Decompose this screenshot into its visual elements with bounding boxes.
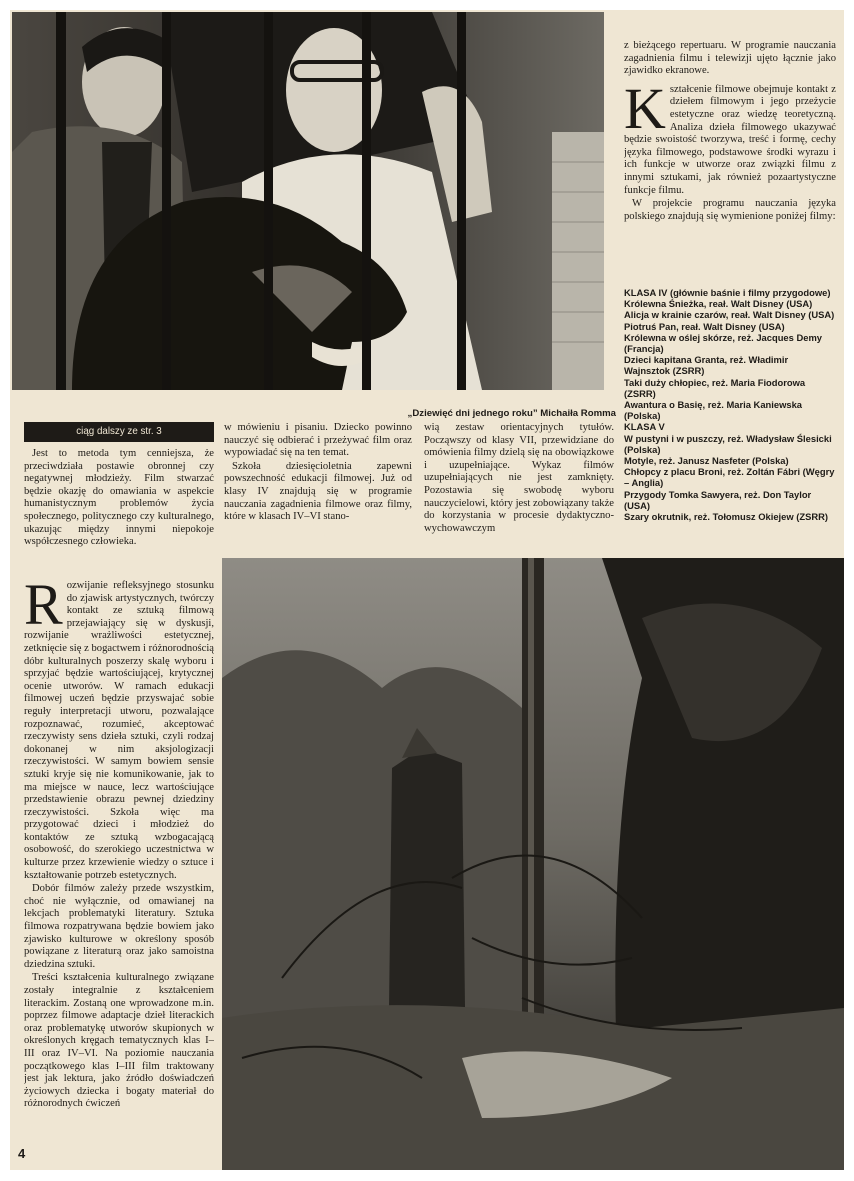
paragraph: Dobór filmów zależy przede wszystkim, choć nie wyłącznie, od omawianej na lekcjach problematyki literatury. Sztuka filmowa rozpatrywana będzie bowiem jako zjawisko kulturowe w określony sposób powiązane z literaturą oraz jako samoistna dziedzina sztuki. (24, 883, 214, 970)
film-list-item: KLASA V (624, 421, 665, 433)
article-column-left (24, 580, 214, 1160)
film-list-item: Awantura o Basię, reż. Maria Kaniewska (Polska) (624, 399, 803, 422)
photo-caption: „Dziewięć dni jednego roku” Michaiła Romma (407, 408, 616, 419)
film-still-photo-top (12, 12, 604, 390)
article-column-mid-2 (424, 422, 614, 562)
film-list (624, 287, 836, 522)
page-number: 4 (18, 1146, 26, 1161)
paragraph: W projekcie programu nauczania języka polskiego znajdują się wymienione poniżej filmy: (624, 198, 836, 222)
paragraph: wią zestaw orientacyjnych tytułów. Począwszy od klasy VII, przewidziane do omówienia filmy dzielą się na obowiązkowe i uzupełniające. Wykaz filmów uzupełniających nie jest zamknięty. Pozostawia się swobodę wyboru nauczycielowi, który jest zobowiązany także do korzystania w procesie dydaktyczno-wychowawczym (424, 422, 614, 534)
article-column-right (624, 40, 836, 286)
film-list-item: Szary okrutnik, reż. Tołomusz Okiejew (ZSRR) (624, 511, 829, 523)
film-list-item: Taki duży chłopiec, reż. Maria Fiodorowa (ZSRR) (624, 376, 806, 399)
film-still-image (12, 12, 604, 390)
article-column-mid (224, 422, 412, 562)
paragraph-dropcap: Kształcenie filmowe obejmuje kontakt z dziełem filmowym i jego przeżycie estetyczne oraz wiedzę teoretyczną. Analiza dzieła filmowego ukazywać będzie swoistość tworzywa, treść i formę, cechy języka filmowego, podstawowe środki wyrazu i ich funkcje w utworze oraz związki filmu z innymi sztukami, jak również pozaartystyczne funkcje filmu. (624, 75, 836, 196)
continued-from-banner: ciąg dalszy ze str. 3 (24, 422, 214, 442)
film-list-item: Królewna w oślej skórze, reż. Jacques Demy (Francja) (624, 331, 823, 355)
magazine-page (10, 10, 844, 1170)
paragraph: Treści kształcenia kulturalnego związane zostały integralnie z kształceniem literackim. Zostaną one wprowadzone m.in. poprzez filmowe adaptacje dzieł literackich oraz problematykę utworów skupionych w określonych kręgach tematycznych klas I–III oraz IV–VI. Na poziomie nauczania początkowego klas I–III film traktowany jest jak lektura, jako źródło doświadczeń życiowych dziecka i bogaty materiał do różnorodnych ćwiczeń (24, 972, 214, 1110)
drop-cap: K (624, 75, 666, 141)
film-still-photo-bottom (222, 558, 844, 1170)
article-column-intro (24, 448, 214, 576)
film-list-item: Alicja w krainie czarów, reał. Walt Disney (USA) (624, 309, 835, 321)
drop-cap: R (24, 580, 63, 637)
film-list-item: Dzieci kapitana Granta, reż. Władimir Wajnsztok (ZSRR) (624, 354, 789, 377)
paragraph: w mówieniu i pisaniu. Dziecko powinno nauczyć się odbierać i przeżywać film oraz wypowiadać się na ten temat. (224, 422, 412, 459)
film-list-item: KLASA IV (głównie baśnie i filmy przygodowe) (624, 287, 831, 298)
film-list-item: Chłopcy z placu Broni, reż. Zoltán Fábri (Węgry – Anglia) (624, 466, 835, 489)
forest-scene-image (222, 558, 844, 1170)
paragraph: Jest to metoda tym cenniejsza, że przeciwdziała postawie obronnej czy negatywnej młodzieży. Film stwarzać będzie okazję do omawiania w aspekcie humanistycznym problemów życia społecznego, politycznego czy kulturalnego, ukazując między innymi niepokoje współczesnego człowieka. (24, 448, 214, 548)
film-list-item: Motyle, reż. Janusz Nasfeter (Polska) (624, 455, 789, 467)
film-list-item: Królewna Śnieżka, reał. Walt Disney (USA) (624, 298, 813, 310)
paragraph-dropcap: Rozwijanie refleksyjnego stosunku do zjawisk artystycznych, twórczy kontakt ze sztuką filmową przejawiający się w dyskusji, rozwijanie wrażliwości estetycznej, zetknięcie się z bogactwem i różnorodnością dóbr kulturalnych poszerzy skalę wyboru i sprzyjać będzie wartościującej, krytycznej ocenie utworów. W ramach edukacji filmowej uczeń będzie przyswajać sobie reguły interpretacji utworu, pozwalające rozpoznawać, rozumieć, akceptować rzeczywisty sens dzieła sztuki, czyli rodzaj dokonanej w nim aksjologizacji rzeczywistości. W samym bowiem sensie sztuki kryje się nie komunikowanie, jak to ma miejsce w nauce, lecz wartościujące przedstawienie obrazu pewnej dziedziny rzeczywistości. Szkoła więc ma przygotować dzieci i młodzież do kontaktów ze sztuką wzbogacającą osobowość, do szerokiego uczestnictwa w kulturze przez krzewienie wiedzy o sztuce i kształtowanie potrzeb estetycznych. (24, 580, 214, 881)
film-list-item: Przygody Tomka Sawyera, reż. Don Taylor (USA) (624, 488, 812, 511)
paragraph: z bieżącego repertuaru. W programie nauczania zagadnienia filmu i telewizji ujęto łącznie jako zjawidko ekranowe. (624, 40, 836, 77)
film-list-item: W pustyni i w puszczy, reż. Władysław Ślesicki (Polska) (624, 432, 832, 455)
paragraph: Szkoła dziesięcioletnia zapewni powszechność edukacji filmowej. Już od klasy IV znajdują się w programie nauczania zagadnienia filmowe oraz filmy, które w klasach IV–VI stano- (224, 460, 412, 523)
film-list-item: Piotruś Pan, reał. Walt Disney (USA) (624, 320, 785, 332)
